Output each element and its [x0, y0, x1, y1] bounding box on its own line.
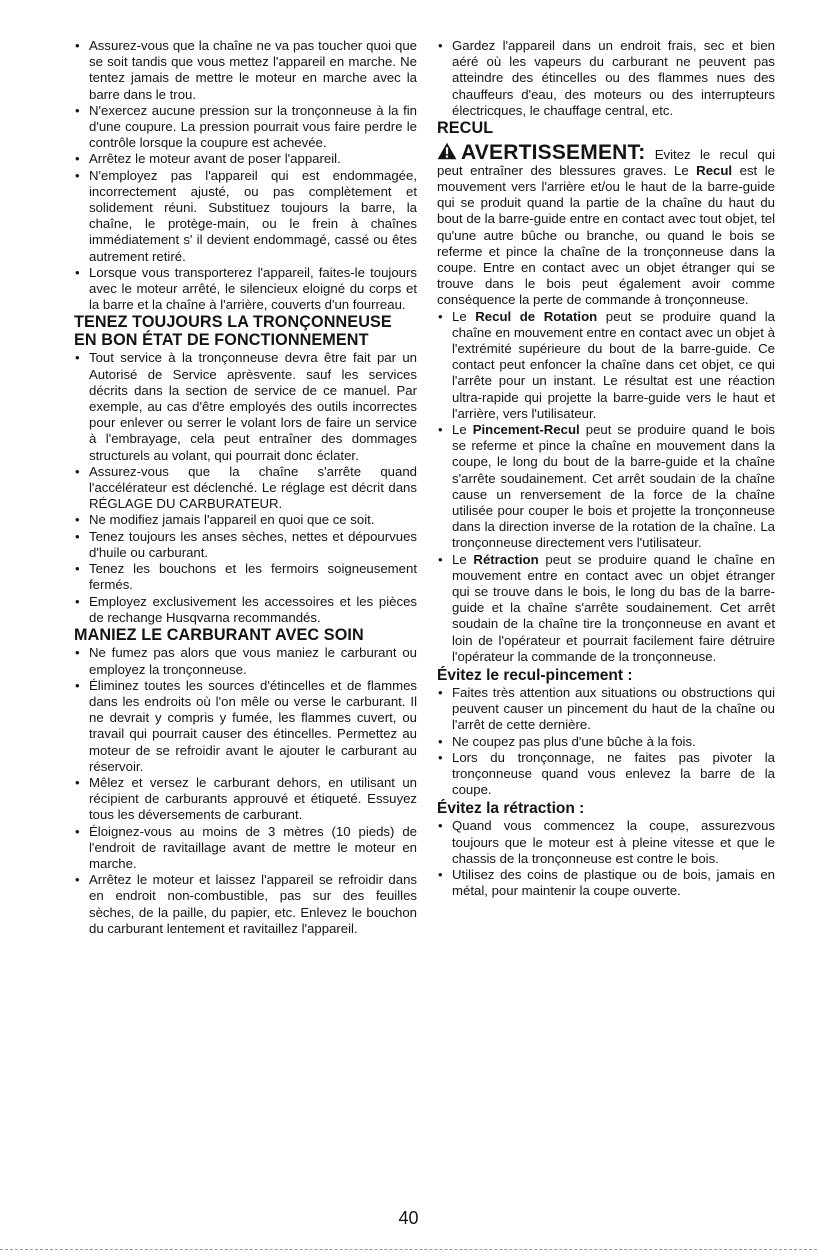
list-item: • N'exercez aucune pression sur la tronçonneuse à la fin d'une coupure. La pression pourrait vous faire perdre le contrôle lorsque la coupure est achevée. [74, 103, 417, 152]
warning-paragraph [437, 142, 775, 309]
list-item: • Lorsque vous transporterez l'appareil, faites-le toujours avec le moteur arrêté, le silencieux eloigné du corps et la barre et la chaîne à l'arrière, couverts d'un fourreau. [74, 265, 417, 314]
storage-list [437, 38, 775, 119]
warning-text-rest: est le mouvement vers l'arrière et/ou le haut de la barre-guide qui se produit quand la partie de la chaîne du haut du bout de la barre-guide entre en contact avec tout objet, tel qu'une autre bûche ou branche, ou quand le bois se referme et pince la chaîne de la tronçonneuse dans la coupe. Entre en contact avec un objet étranger qui se trouve dans le bois peut également avoir comme conséquence la perte de commande à tronçonneuse. [437, 162, 775, 308]
item-text: peut se produire quand la chaîne en mouvement entre en contact avec un objet à l'extrémité supérieure du bout de la barre-guide. Ce contact peut enfoncer la chaîne dans cet objet, ce qui l'arrête pour un instant. Le résultat est une réaction ultra-rapide qui projette la barre-guide vers le haut et l'arrière, vers l'utilisateur. [452, 308, 775, 421]
maintain-list [74, 350, 417, 625]
safety-list-top [74, 38, 417, 313]
list-item: • Arrêtez le moteur et laissez l'appareil se refroidir dans en endroit non-combustible, pas sur des feuilles sèches, de la paille, du papier, etc. Enlevez le bouchon du carburant lentement et ravitaillez l'appareil. [74, 872, 417, 937]
left-column [74, 38, 417, 937]
warning-term: Recul [696, 162, 733, 178]
item-text: peut se produire quand le chaîne en mouvement entre en contact avec un objet étranger qui se trouve dans le bois, le long du bas de la barre-guide et la chaîne s'arrête soudainement. Cet arrêt soudain de la chaîne tire la tronçonneuse en avant et loin de l'opérateur et pourrait facilement faire détruire l'opérateur la commande de la tronçonneuse. [452, 551, 775, 664]
list-item [437, 552, 775, 665]
list-item: • N'employez pas l'appareil qui est endommagée, incorrectement ajusté, ou pas complètement et solidement réuni. Substituez toujours la barre, la chaîne, le protège-main, ou le frein à chaînes immédiatement s' il devient endommagé, cassé ou êtes autrement retiré. [74, 168, 417, 265]
list-item: • Tout service à la tronçonneuse devra être fait par un Autorisé de Service aprèsvente. sauf les services décrits dans la section de service de ce manuel. Par exemple, au cas d'être employés des outils incorrectes pour enlever ou serrer le volant lors de faire un service à l'embrayage, cela peut entraîner des dommages structurels au volant, qui pourrait donc éclater. [74, 350, 417, 463]
section-heading-recul: RECUL [437, 119, 494, 138]
section-heading-maintain: TENEZ TOUJOURS LA TRONÇONNEUSE EN BON ÉTAT DE FONCTIONNEMENT [74, 313, 392, 349]
item-term: Rétraction [473, 551, 539, 567]
item-prefix: Le [452, 551, 474, 567]
list-item: • Faites très attention aux situations ou obstructions qui peuvent causer un pincement du haut de la chaîne ou l'arrêt de cette dernière. [437, 685, 775, 734]
list-item: • Assurez-vous que la chaîne ne va pas toucher quoi que se soit tandis que vous mettez l'appareil en marche. Ne tentez jamais de mettre le moteur en marche avec la barre dans le trou. [74, 38, 417, 103]
list-item: • Gardez l'appareil dans un endroit frais, sec et bien aéré où les vapeurs du carburant ne peuvent pas atteindre des étincelles ou des flammes nues des chauffeurs d'eau, des moteurs ou des interrupteurs électricques, le chauffage central, etc. [437, 38, 775, 119]
list-item: • Mêlez et versez le carburant dehors, en utilisant un récipient de carburants approuvé et étiqueté. Essuyez tous les déversements de carburant. [74, 775, 417, 824]
warning-title: AVERTISSEMENT: [461, 140, 646, 164]
list-item: • Ne fumez pas alors que vous maniez le carburant ou employez la tronçonneuse. [74, 645, 417, 677]
fuel-list [74, 645, 417, 937]
warning-triangle-icon [437, 142, 457, 160]
item-term: Pincement-Recul [472, 421, 580, 437]
list-item [437, 422, 775, 552]
list-item: • Arrêtez le moteur avant de poser l'appareil. [74, 151, 417, 167]
list-item: • Éliminez toutes les sources d'étincelles et de flammes dans les endroits où l'on mêle ou verse le carburant. Il ne devrait y compris y fumée, les flammes cuvert, ou travail qui pourrait causer des étincelles. Permettez au moteur de se refroidir avant le ajouter le carburant au réservoir. [74, 678, 417, 775]
list-item: • Lors du tronçonnage, ne faites pas pivoter la tronçonneuse quand vous enlevez la barre de la coupe. [437, 750, 775, 799]
item-text: peut se produire quand le bois se referme et pince la chaîne en mouvement dans la coupe, le long du bout de la barre-guide et la chaîne s'arrête soudainement. Cet arrêt soudain de la chaîne cause un renversement de la force de la chaîne utilisée pour couper le bois et projette la tronçonneuse dans la direction inverse de la rotation de la chaîne. La tronçonneuse directement vers l'utilisateur. [452, 421, 775, 551]
kickback-types-list [437, 309, 775, 665]
list-item: • Tenez toujours les anses sèches, nettes et dépourvues d'huile ou carburant. [74, 529, 417, 561]
subheading-avoid-retract: Évitez la rétraction : [437, 800, 585, 818]
list-item: • Assurez-vous que la chaîne s'arrête quand l'accélérateur est déclenché. Le réglage est décrit dans RÉGLAGE DU CARBURATEUR. [74, 464, 417, 513]
item-term: Recul de Rotation [475, 308, 598, 324]
list-item: • Ne coupez pas plus d'une bûche à la fois. [437, 734, 775, 750]
section-heading-fuel: MANIEZ LE CARBURANT AVEC SOIN [74, 625, 364, 644]
warning-text: Evitez le recul qui peut entraîner des blessures graves. Le [437, 146, 775, 178]
item-prefix: Le [452, 308, 476, 324]
page-number: 40 [398, 1208, 419, 1228]
avoid-retract-list [437, 818, 775, 899]
list-item: • Ne modifiez jamais l'appareil en quoi que ce soit. [74, 512, 417, 528]
subheading-avoid-pinch: Évitez le recul-pincement : [437, 667, 633, 685]
list-item [437, 309, 775, 422]
right-column [437, 38, 775, 899]
item-prefix: Le [452, 421, 473, 437]
avoid-pinch-list [437, 685, 775, 798]
list-item: • Quand vous commencez la coupe, assurezvous toujours que le moteur est à pleine vitesse et que le chassis de la tronçonneuse est contre le bois. [437, 818, 775, 867]
list-item: • Éloignez-vous au moins de 3 mètres (10 pieds) de l'endroit de ravitaillage avant de mettre le moteur en marche. [74, 824, 417, 873]
list-item: • Employez exclusivement les accessoires et les pièces de rechange Husqvarna recommandés. [74, 594, 417, 626]
bottom-divider [0, 1249, 817, 1250]
list-item: • Tenez les bouchons et les fermoirs soigneusement fermés. [74, 561, 417, 593]
list-item: • Utilisez des coins de plastique ou de bois, jamais en métal, pour maintenir la coupe ouverte. [437, 867, 775, 899]
